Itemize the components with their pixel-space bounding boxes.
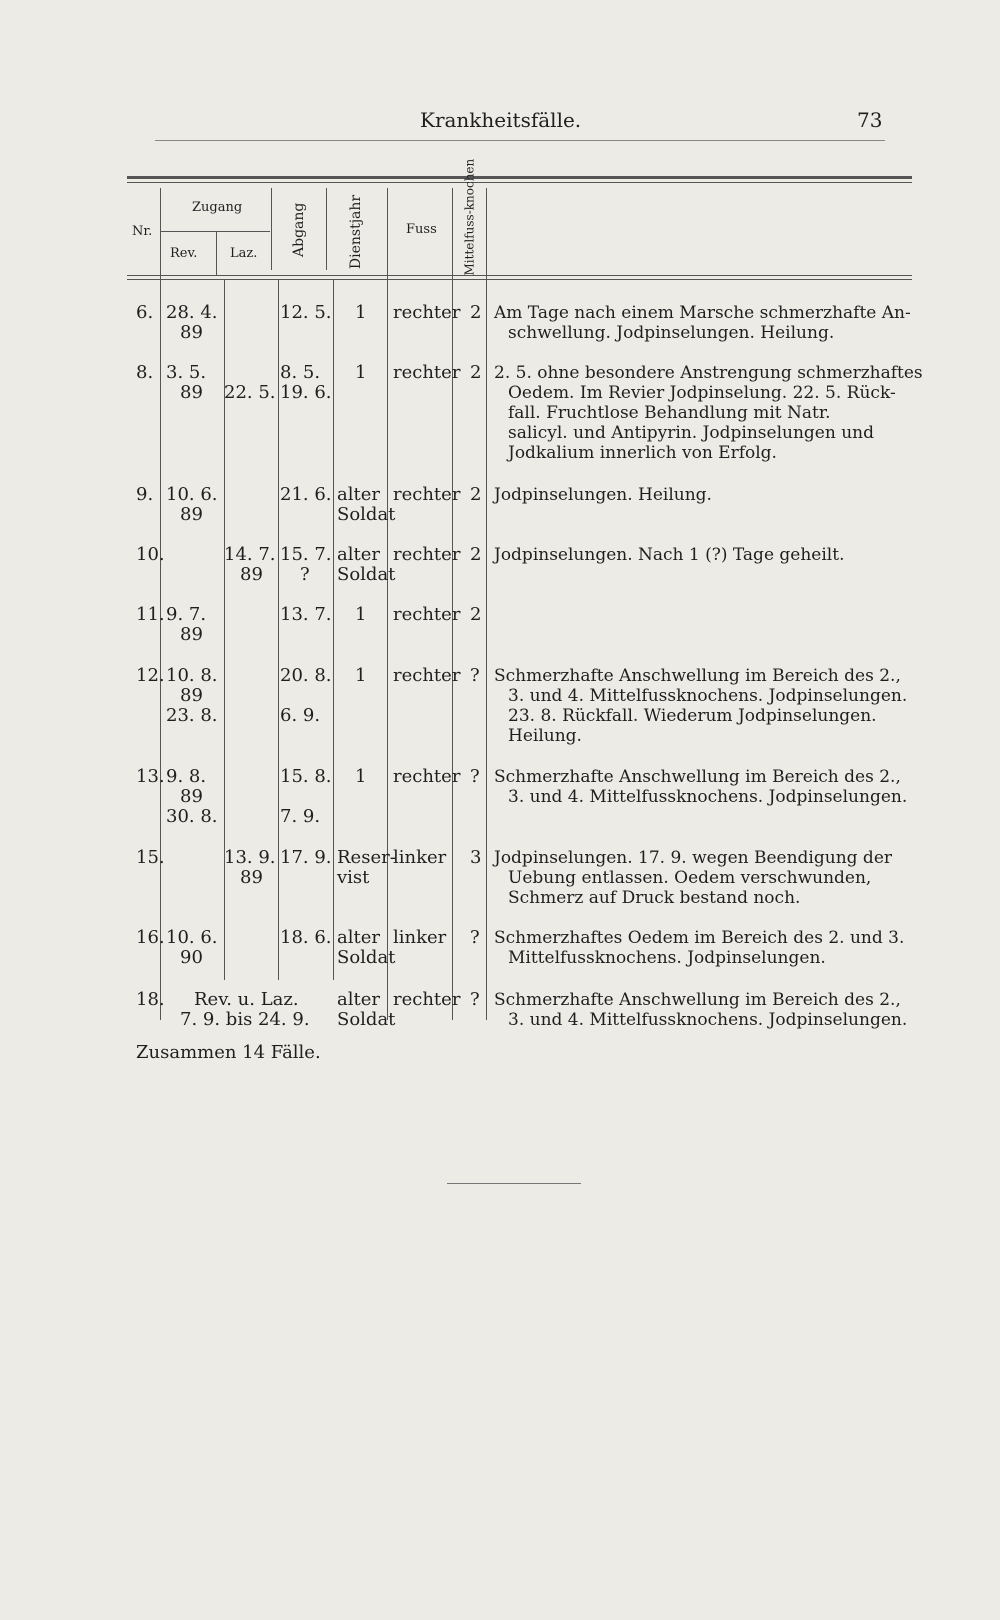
row-remark-line: 3. und 4. Mittelfussknochens. Jodpinselungen. (508, 1010, 908, 1030)
row-mittelfuss: ? (470, 766, 480, 787)
row-mittelfuss: 2 (470, 604, 482, 625)
col-sep-laz-body (278, 280, 279, 980)
row-dienstjahr: vist (337, 867, 370, 888)
row-rev-date: 89 (180, 786, 203, 807)
header-abgang: Abgang (291, 202, 307, 257)
row-laz-date: 89 (240, 867, 263, 888)
row-abgang-date: 6. 9. (280, 705, 321, 726)
row-abgang-date: 20. 8. (280, 665, 332, 686)
header-fuss: Fuss (406, 222, 437, 237)
row-fuss: rechter (393, 665, 461, 686)
row-nr: 18. (136, 989, 165, 1010)
row-dienstjahr: 1 (355, 302, 367, 323)
row-dienstjahr: 1 (355, 604, 367, 625)
row-rev-date: 3. 5. (166, 362, 207, 383)
header-zugang: Zugang (192, 200, 243, 215)
col-sep-rev (216, 232, 217, 276)
row-remark-line: Schmerzhafte Anschwellung im Bereich des 2., (494, 666, 901, 686)
row-dienstjahr: alter (337, 989, 380, 1010)
row-rev-date: 23. 8. (166, 705, 218, 726)
row-abgang-date: 13. 7. (280, 604, 332, 625)
row-laz-date: 89 (240, 564, 263, 585)
row-dienstjahr: 1 (355, 362, 367, 383)
row-fuss: rechter (393, 302, 461, 323)
header-bottom-rule-2 (127, 279, 912, 280)
col-sep-dienst (387, 188, 388, 1020)
row-mittelfuss: ? (470, 927, 480, 948)
row-mittelfuss: 2 (470, 484, 482, 505)
row-mittelfuss: 2 (470, 544, 482, 565)
row-remark-line: 2. 5. ohne besondere Anstrengung schmerzhaftes (494, 363, 923, 383)
row-remark-line: 3. und 4. Mittelfussknochens. Jodpinselungen. (508, 787, 908, 807)
row-dienstjahr: Reser- (337, 847, 396, 868)
row-remark-line: Uebung entlassen. Oedem verschwunden, (508, 868, 872, 888)
row-dienstjahr: Soldat (337, 947, 396, 968)
row-mittelfuss: 3 (470, 847, 482, 868)
header-laz: Laz. (230, 246, 258, 261)
row-nr: 16. (136, 927, 165, 948)
row-nr: 13. (136, 766, 165, 787)
row-rev-date: 10. 6. (166, 927, 218, 948)
running-header-title: Krankheitsfälle. (420, 108, 582, 132)
row-rev-date: 89 (180, 685, 203, 706)
header-rule (155, 140, 885, 141)
header-mittelfuss (462, 158, 478, 276)
row-nr: 12. (136, 665, 165, 686)
header-mittelfuss-text: Mittelfuss-knochen (462, 158, 477, 276)
col-sep-mfk (486, 188, 487, 1020)
row-dienstjahr: Soldat (337, 564, 396, 585)
row-rev-date: 89 (180, 382, 203, 403)
row-rev-date: 28. 4. (166, 302, 218, 323)
row-remark-line: Jodpinselungen. Nach 1 (?) Tage geheilt. (494, 545, 845, 565)
row-remark-line: 3. und 4. Mittelfussknochens. Jodpinselungen. (508, 686, 908, 706)
row-nr: 15. (136, 847, 165, 868)
header-dienstjahr: Dienstjahr (348, 194, 364, 270)
zugang-sub-rule (160, 231, 270, 232)
row-dienstjahr: alter (337, 927, 380, 948)
header-nr: Nr. (132, 224, 153, 239)
row-abgang-date: 19. 6. (280, 382, 332, 403)
col-sep-laz (271, 188, 272, 270)
row-fuss: rechter (393, 766, 461, 787)
row-remark-line: Schmerzhaftes Oedem im Bereich des 2. und 3. (494, 928, 905, 948)
row-abgang-date: 12. 5. (280, 302, 332, 323)
row-abgang-date: 21. 6. (280, 484, 332, 505)
row-rev-date: 89 (180, 624, 203, 645)
row-rev-date: 30. 8. (166, 806, 218, 827)
row-remark-line: Jodpinselungen. 17. 9. wegen Beendigung der (494, 848, 893, 868)
row-fuss: linker (393, 847, 447, 868)
row-dienstjahr: 1 (355, 766, 367, 787)
row-rev-date: 10. 8. (166, 665, 218, 686)
row-remark-line: Schmerz auf Druck bestand noch. (508, 888, 801, 908)
row-remark-line: Am Tage nach einem Marsche schmerzhafte An- (494, 303, 911, 323)
row-remark-line: Oedem. Im Revier Jodpinselung. 22. 5. Rück- (508, 383, 896, 403)
row-remark-line: salicyl. und Antipyrin. Jodpinselungen und (508, 423, 874, 443)
row-dienstjahr: Soldat (337, 504, 396, 525)
header-bottom-rule-1 (127, 275, 912, 276)
row-nr: 8. (136, 362, 154, 383)
row-fuss: linker (393, 927, 447, 948)
row-abgang-date: 8. 5. (280, 362, 321, 383)
col-sep-abgang (326, 188, 327, 270)
summary-line: Zusammen 14 Fälle. (136, 1042, 321, 1063)
row-fuss: rechter (393, 989, 461, 1010)
row-rev-date: 89 (180, 322, 203, 343)
row-zugang-span: Rev. u. Laz. (194, 989, 299, 1010)
row-remark-line: Heilung. (508, 726, 582, 746)
row-nr: 6. (136, 302, 154, 323)
row-mittelfuss: 2 (470, 362, 482, 383)
row-rev-date: 90 (180, 947, 203, 968)
row-mittelfuss: ? (470, 665, 480, 686)
row-remark-line: 23. 8. Rückfall. Wiederum Jodpinselungen. (508, 706, 877, 726)
row-remark-line: schwellung. Jodpinselungen. Heilung. (508, 323, 835, 343)
row-laz-date: 22. 5. (224, 382, 276, 403)
row-nr: 11. (136, 604, 165, 625)
row-rev-date: 10. 6. (166, 484, 218, 505)
row-remark-line: Schmerzhafte Anschwellung im Bereich des 2., (494, 767, 901, 787)
row-rev-date: 9. 7. (166, 604, 207, 625)
page-number: 73 (857, 108, 883, 132)
col-sep-abgang-body (333, 280, 334, 980)
row-remark-line: Schmerzhafte Anschwellung im Bereich des 2., (494, 990, 901, 1010)
row-laz-date: 14. 7. (224, 544, 276, 565)
row-dienstjahr: Soldat (337, 1009, 396, 1030)
row-fuss: rechter (393, 604, 461, 625)
row-dienstjahr: alter (337, 484, 380, 505)
row-nr: 9. (136, 484, 154, 505)
row-abgang-date: 18. 6. (280, 927, 332, 948)
table-top-rule-thin (127, 182, 912, 183)
row-fuss: rechter (393, 362, 461, 383)
row-laz-date: 13. 9. (224, 847, 276, 868)
row-nr: 10. (136, 544, 165, 565)
row-abgang-date: ? (300, 564, 310, 585)
row-abgang-date: 15. 7. (280, 544, 332, 565)
row-remark-line: Jodpinselungen. Heilung. (494, 485, 712, 505)
row-abgang-date: 17. 9. (280, 847, 332, 868)
row-mittelfuss: 2 (470, 302, 482, 323)
row-dienstjahr: 1 (355, 665, 367, 686)
row-remark-line: fall. Fruchtlose Behandlung mit Natr. (508, 403, 831, 423)
row-remark-line: Mittelfussknochens. Jodpinselungen. (508, 948, 826, 968)
header-rev: Rev. (170, 246, 198, 261)
row-zugang-span: 7. 9. bis 24. 9. (180, 1009, 310, 1030)
row-remark-line: Jodkalium innerlich von Erfolg. (508, 443, 777, 463)
closing-rule (447, 1183, 581, 1184)
row-fuss: rechter (393, 544, 461, 565)
table-top-rule-thick (127, 176, 912, 179)
row-rev-date: 89 (180, 504, 203, 525)
row-abgang-date: 7. 9. (280, 806, 321, 827)
row-mittelfuss: ? (470, 989, 480, 1010)
row-rev-date: 9. 8. (166, 766, 207, 787)
row-abgang-date: 15. 8. (280, 766, 332, 787)
row-fuss: rechter (393, 484, 461, 505)
row-dienstjahr: alter (337, 544, 380, 565)
